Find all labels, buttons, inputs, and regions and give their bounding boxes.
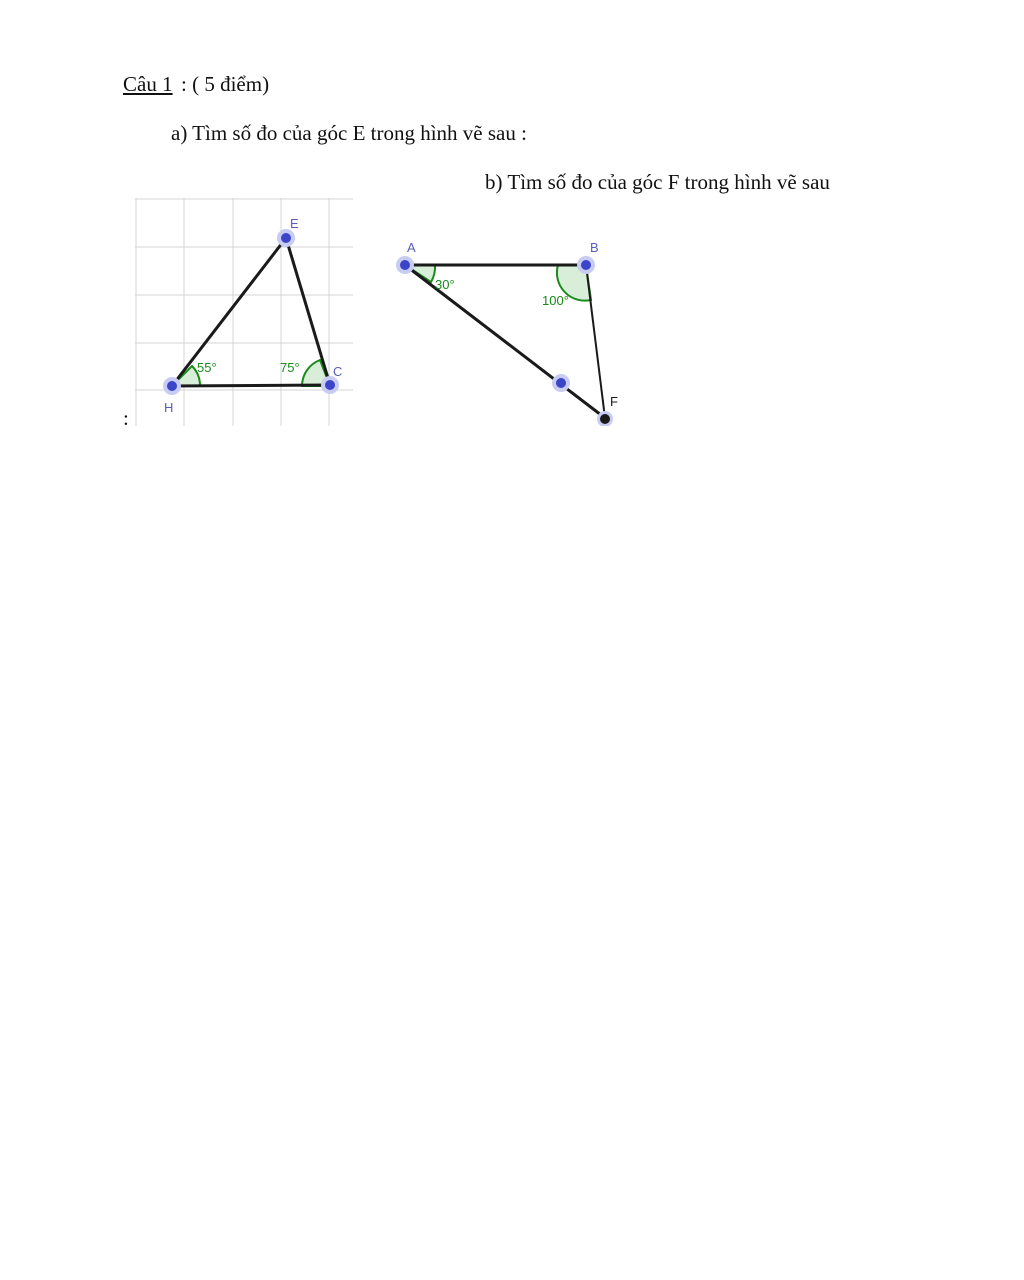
part-b-prompt: b) Tìm số đo của góc F trong hình vẽ sau (485, 170, 830, 194)
vertex-label-f: F (610, 394, 618, 409)
question-number: Câu 1 (123, 72, 173, 96)
question-points: : ( 5 điểm) (181, 72, 270, 96)
figure-a-edges (172, 238, 330, 386)
figure-b-triangle (390, 228, 630, 426)
angle-label-b: 100° (542, 293, 569, 308)
vertex-label-h: H (164, 400, 174, 415)
point-b (577, 256, 595, 274)
part-a-prompt: a) Tìm số đo của góc E trong hình vẽ sau : (171, 121, 527, 145)
figure-a-triangle (135, 198, 355, 426)
angle-label-a: 30° (435, 277, 455, 292)
point-a (396, 256, 414, 274)
point-e (277, 229, 295, 247)
vertex-label-b: B (590, 240, 599, 255)
stray-colon: : (123, 406, 129, 430)
point-h (163, 377, 181, 395)
point-on-af (552, 374, 570, 392)
angle-label-h: 55° (197, 360, 217, 375)
angle-label-c: 75° (280, 360, 300, 375)
vertex-label-c: C (333, 364, 343, 379)
vertex-label-e: E (290, 216, 299, 231)
vertex-label-a: A (407, 240, 416, 255)
